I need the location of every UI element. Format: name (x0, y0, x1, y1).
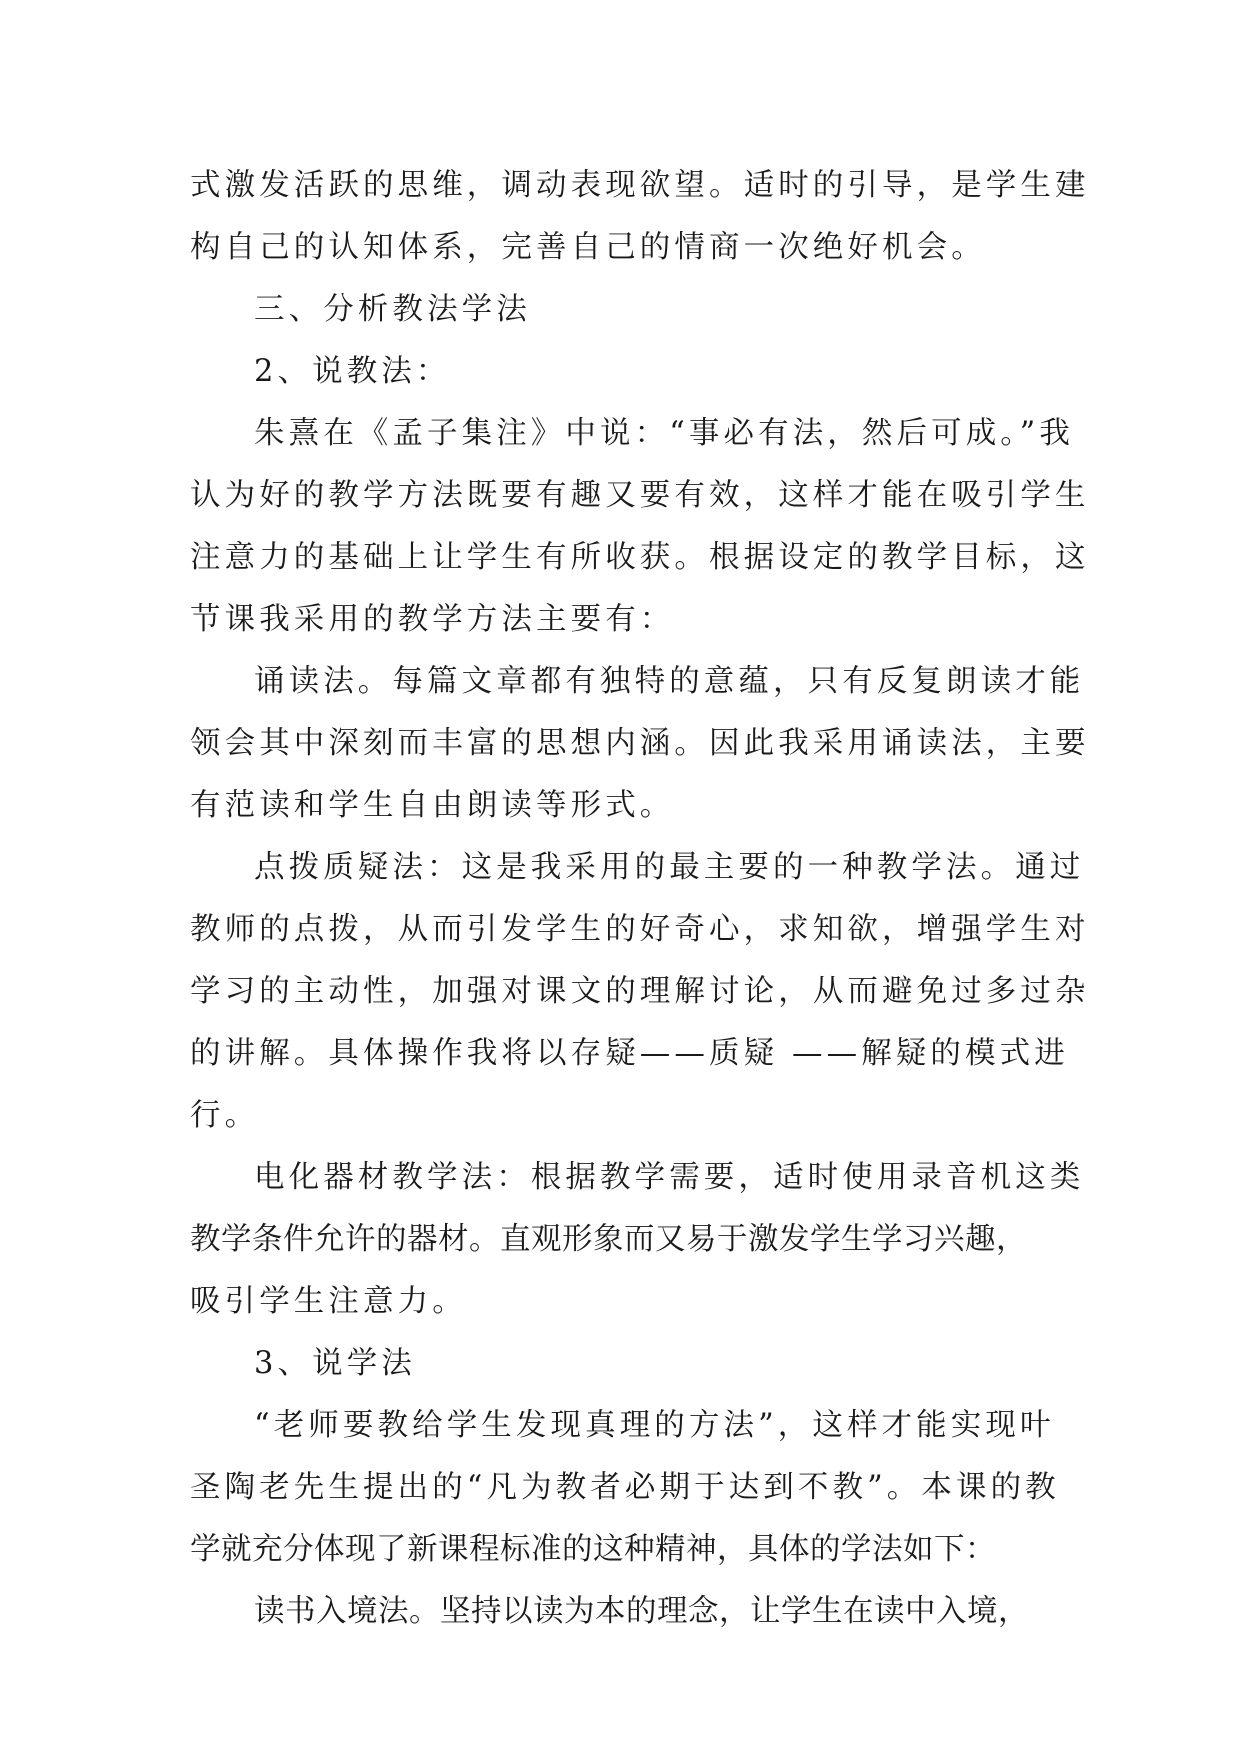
document-body (190, 155, 1090, 1643)
text-line: 节课我采用的教学方法主要有： (190, 602, 675, 637)
text-line: 注意力的基础上让学生有所收获。根据设定的教学目标，这 (190, 540, 1090, 575)
text-line: 教师的点拨，从而引发学生的好奇心，求知欲，增强学生对 (190, 912, 1090, 947)
text-line: 有范读和学生自由朗读等形式。 (190, 788, 675, 823)
text-line: 3、说学法 (254, 1346, 416, 1381)
text-line: 点拨质疑法：这是我采用的最主要的一种教学法。通过 (254, 850, 1085, 885)
text-line: 朱熹在《孟子集注》中说：“事必有法，然后可成。”我 (254, 416, 1074, 451)
text-line: 2、说教法： (254, 354, 451, 389)
text-line: 电化器材教学法：根据教学需要，适时使用录音机这类 (254, 1160, 1085, 1195)
text-line: 行。 (190, 1098, 260, 1133)
text-line: 学习的主动性，加强对课文的理解讨论，从而避免过多过杂 (190, 974, 1090, 1009)
text-line: 认为好的教学方法既要有趣又要有效，这样才能在吸引学生 (190, 478, 1090, 513)
text-line: “老师要教给学生发现真理的方法”，这样才能实现叶 (254, 1408, 1055, 1443)
text-line: 教学条件允许的器材。直观形象而又易于激发学生学习兴趣， (190, 1222, 1027, 1257)
text-line: 式激发活跃的思维，调动表现欲望。适时的引导，是学生建 (190, 168, 1090, 203)
text-line: 读书入境法。坚持以读为本的理念，让学生在读中入境， (254, 1594, 1029, 1629)
text-line: 学就充分体现了新课程标准的这种精神，具体的学法如下： (190, 1532, 996, 1567)
text-line: 诵读法。每篇文章都有独特的意蕴，只有反复朗读才能 (254, 664, 1085, 699)
text-line: 吸引学生注意力。 (190, 1284, 467, 1319)
text-line: 的讲解。具体操作我将以存疑——质疑 ——解疑的模式进 (190, 1036, 1069, 1071)
text-line: 圣陶老先生提出的“凡为教者必期于达到不教”。本课的教 (190, 1470, 1060, 1505)
text-line: 领会其中深刻而丰富的思想内涵。因此我采用诵读法，主要 (190, 726, 1090, 761)
text-line: 三、分析教法学法 (254, 292, 531, 327)
text-line: 构自己的认知体系，完善自己的情商一次绝好机会。 (190, 230, 986, 265)
